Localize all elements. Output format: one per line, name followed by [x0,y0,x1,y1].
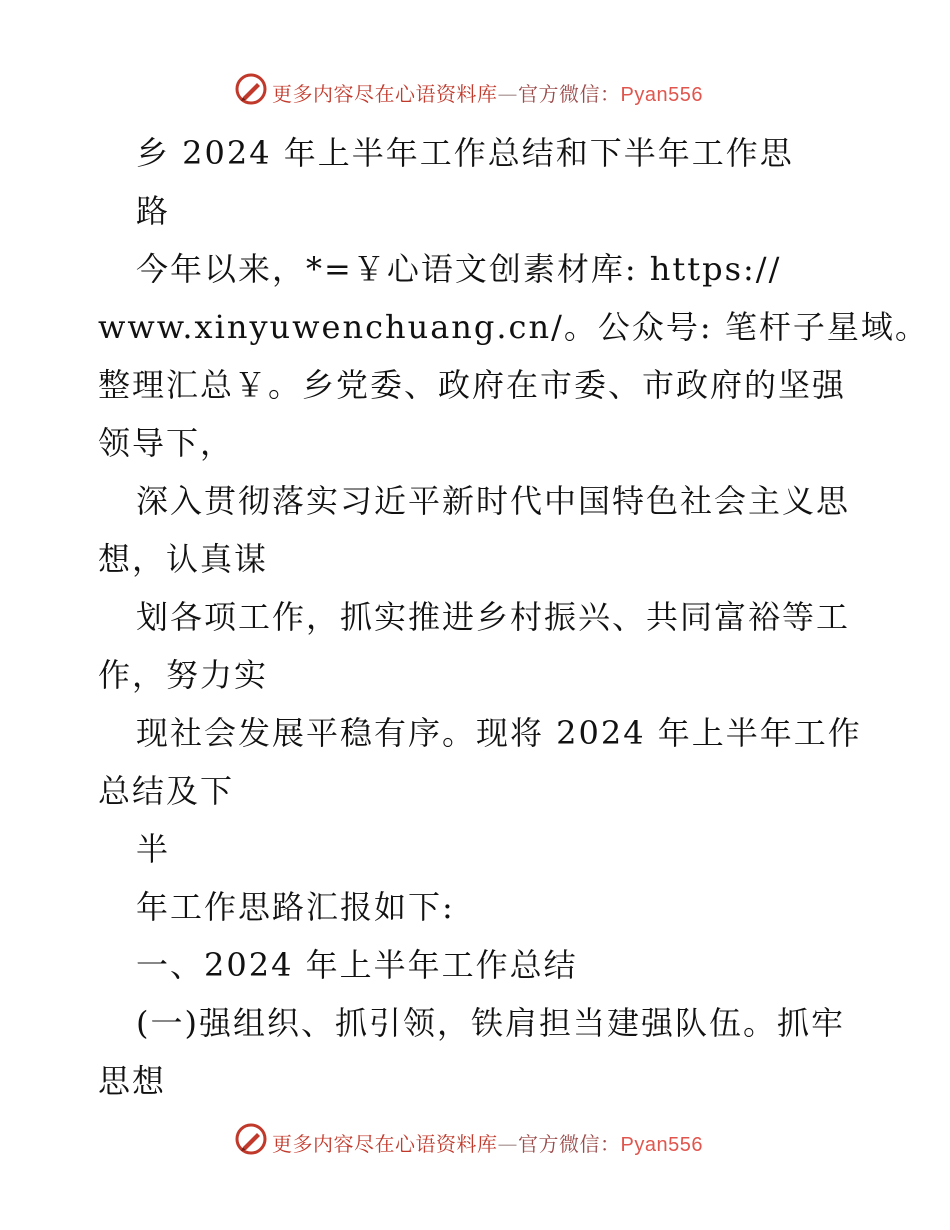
pen-circle-logo-icon [234,1122,268,1156]
watermark-banner-bottom [0,1120,950,1160]
watermark-text [272,78,703,107]
watermark-wechat-id: Pyan556 [620,84,703,106]
text-line: (一)强组织、抓引领，铁肩担当建强队伍。抓牢 [136,1004,845,1042]
text-line: 领导下， [98,424,235,462]
text-line: 年工作思路汇报如下: [136,888,455,926]
document-body [98,124,929,1110]
watermark-wechat-id: Pyan556 [620,1134,703,1156]
text-line: 思想 [98,1062,167,1100]
text-line: 总结及下 [98,772,235,810]
watermark-official: 官方微信： [518,82,621,106]
text-line: 想，认真谋 [98,540,269,578]
text-line: 路 [136,192,171,230]
text-line: 一、2024 年上半年工作总结 [136,946,578,984]
text-line: 作，努力实 [98,656,269,694]
pen-circle-logo-icon [234,72,268,106]
text-line: 今年以来，*=￥心语文创素材库: https:// [136,250,782,288]
watermark-dash: — [497,82,518,106]
watermark-official: 官方微信： [518,1132,621,1156]
text-line: 现社会发展平稳有序。现将 2024 年上半年工作 [136,714,862,752]
watermark-text [272,1128,703,1157]
watermark-dash: — [497,1132,518,1156]
text-line: www.xinyuwenchuang.cn/。公众号: 笔杆子星域。 [98,308,929,346]
text-line: 深入贯彻落实习近平新时代中国特色社会主义思 [136,482,851,520]
text-line: 半 [136,830,171,868]
watermark-banner-top [0,70,950,110]
text-line: 划各项工作，抓实推进乡村振兴、共同富裕等工 [136,598,851,636]
text-line: 整理汇总￥。乡党委、政府在市委、市政府的坚强 [98,366,847,404]
watermark-prefix: 更多内容尽在心语资料库 [272,1132,498,1156]
text-line: 乡 2024 年上半年工作总结和下半年工作思 [136,134,794,172]
watermark-prefix: 更多内容尽在心语资料库 [272,82,498,106]
